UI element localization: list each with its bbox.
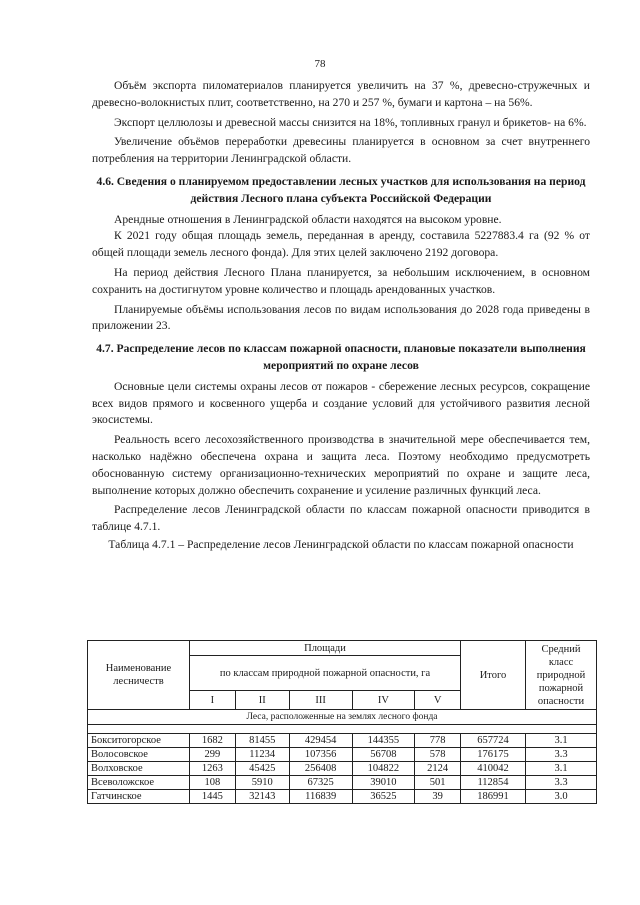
row-name: Волосовское <box>88 748 190 762</box>
row-name: Бокситогорское <box>88 734 190 748</box>
cell: 39 <box>415 790 461 804</box>
paragraph: Распределение лесов Ленинградской области по классам пожарной опасности приводится в таблице 4.7.1. <box>92 503 590 534</box>
header-avg-class: Средний класс природной пожарной опасности <box>526 641 597 710</box>
section-heading-4-7: 4.7. Распределение лесов по классам пожарной опасности, плановые показатели выполнения мероприятий по охране лесов <box>96 342 586 372</box>
paragraph: Реальность всего лесохозяйственного производства в значительной мере обеспечивается тем, насколько надёжно обеспечена охрана и защита леса. Поэтому необходимо предусмотреть обоснованную систему организационно-технических мероприятий по охране и защите леса, выполнение которых должно обеспечить сохранение и усиление различных функций леса. <box>92 433 590 497</box>
group-label: Леса, расположенные на землях лесного фонда <box>88 710 597 725</box>
cell: 116839 <box>289 790 352 804</box>
section-heading-4-6: 4.6. Сведения о планируемом предоставлении лесных участков для использования на период действия Лесного плана субъекта Российской Федерации <box>96 174 586 205</box>
cell: 56708 <box>352 748 415 762</box>
cell: 104822 <box>352 762 415 776</box>
cell: 45425 <box>235 762 289 776</box>
table-row <box>88 734 597 748</box>
cell: 657724 <box>461 734 526 748</box>
header-class-1: I <box>190 691 236 710</box>
paragraph: Планируемые объёмы использования лесов по видам использования до 2028 года приведены в приложении 23. <box>92 302 590 333</box>
cell: 67325 <box>289 776 352 790</box>
cell: 3.0 <box>526 790 597 804</box>
page-number: 78 <box>314 58 326 70</box>
cell: 36525 <box>352 790 415 804</box>
cell: 778 <box>415 734 461 748</box>
header-class-4: IV <box>352 691 415 710</box>
header-class-5: V <box>415 691 461 710</box>
cell: 5910 <box>235 776 289 790</box>
cell: 3.3 <box>526 776 597 790</box>
cell: 32143 <box>235 790 289 804</box>
row-name: Волховское <box>88 762 190 776</box>
cell: 299 <box>190 748 236 762</box>
header-class-2: II <box>235 691 289 710</box>
paragraph: На период действия Лесного Плана планируется, за небольшим исключением, в основном сохранить на достигнутом уровне количество и площадь арендованных участков. <box>92 265 590 296</box>
cell: 81455 <box>235 734 289 748</box>
cell: 1445 <box>190 790 236 804</box>
cell: 112854 <box>461 776 526 790</box>
header-area-sub: по классам природной пожарной опасности, га <box>190 656 461 691</box>
header-name: Наименование лесничеств <box>88 641 190 710</box>
header-area: Площади <box>190 641 461 656</box>
cell: 3.1 <box>526 734 597 748</box>
paragraph: Увеличение объёмов переработки древесины планируется в основном за счет внутреннего потребления на территории Ленинградской области. <box>92 135 590 166</box>
cell: 501 <box>415 776 461 790</box>
cell: 429454 <box>289 734 352 748</box>
header-class-3: III <box>289 691 352 710</box>
cell: 1682 <box>190 734 236 748</box>
paragraph: Экспорт целлюлозы и древесной массы снизится на 18%, топливных гранул и брикетов- на 6%. <box>114 115 587 129</box>
cell: 2124 <box>415 762 461 776</box>
cell: 39010 <box>352 776 415 790</box>
table-caption: Таблица 4.7.1 – Распределение лесов Ленинградской области по классам пожарной опасности <box>108 537 574 551</box>
paragraph: К 2021 году общая площадь земель, переданная в аренду, составила 5227883.4 га (92 % от общей площади земель лесного фонда). Для этих целей заключено 2192 договора. <box>92 229 590 260</box>
row-name: Всеволожское <box>88 776 190 790</box>
paragraph: Объём экспорта пиломатериалов планируется увеличить на 37 %, древесно-стружечных и древесно-волокнистых плит, соответственно, на 270 и 257 %, бумаги и картона – на 56%. <box>92 79 590 109</box>
table-row <box>88 776 597 790</box>
paragraph: Арендные отношения в Ленинградской области находятся на высоком уровне. <box>114 212 502 226</box>
table-row <box>88 790 597 804</box>
cell: 144355 <box>352 734 415 748</box>
cell: 186991 <box>461 790 526 804</box>
table-row <box>88 748 597 762</box>
paragraph: Основные цели системы охраны лесов от пожаров - сбережение лесных ресурсов, сокращение всех видов прямого и косвенного ущерба и создание условий для устойчивого развития лесной экосистемы. <box>92 379 590 427</box>
cell: 578 <box>415 748 461 762</box>
forest-fire-class-table <box>87 640 597 804</box>
cell: 3.1 <box>526 762 597 776</box>
cell: 107356 <box>289 748 352 762</box>
cell: 410042 <box>461 762 526 776</box>
header-total: Итого <box>461 641 526 710</box>
cell: 1263 <box>190 762 236 776</box>
row-name: Гатчинское <box>88 790 190 804</box>
cell: 108 <box>190 776 236 790</box>
cell: 256408 <box>289 762 352 776</box>
cell: 3.3 <box>526 748 597 762</box>
document-body <box>92 78 590 552</box>
table-row <box>88 762 597 776</box>
cell: 11234 <box>235 748 289 762</box>
cell: 176175 <box>461 748 526 762</box>
